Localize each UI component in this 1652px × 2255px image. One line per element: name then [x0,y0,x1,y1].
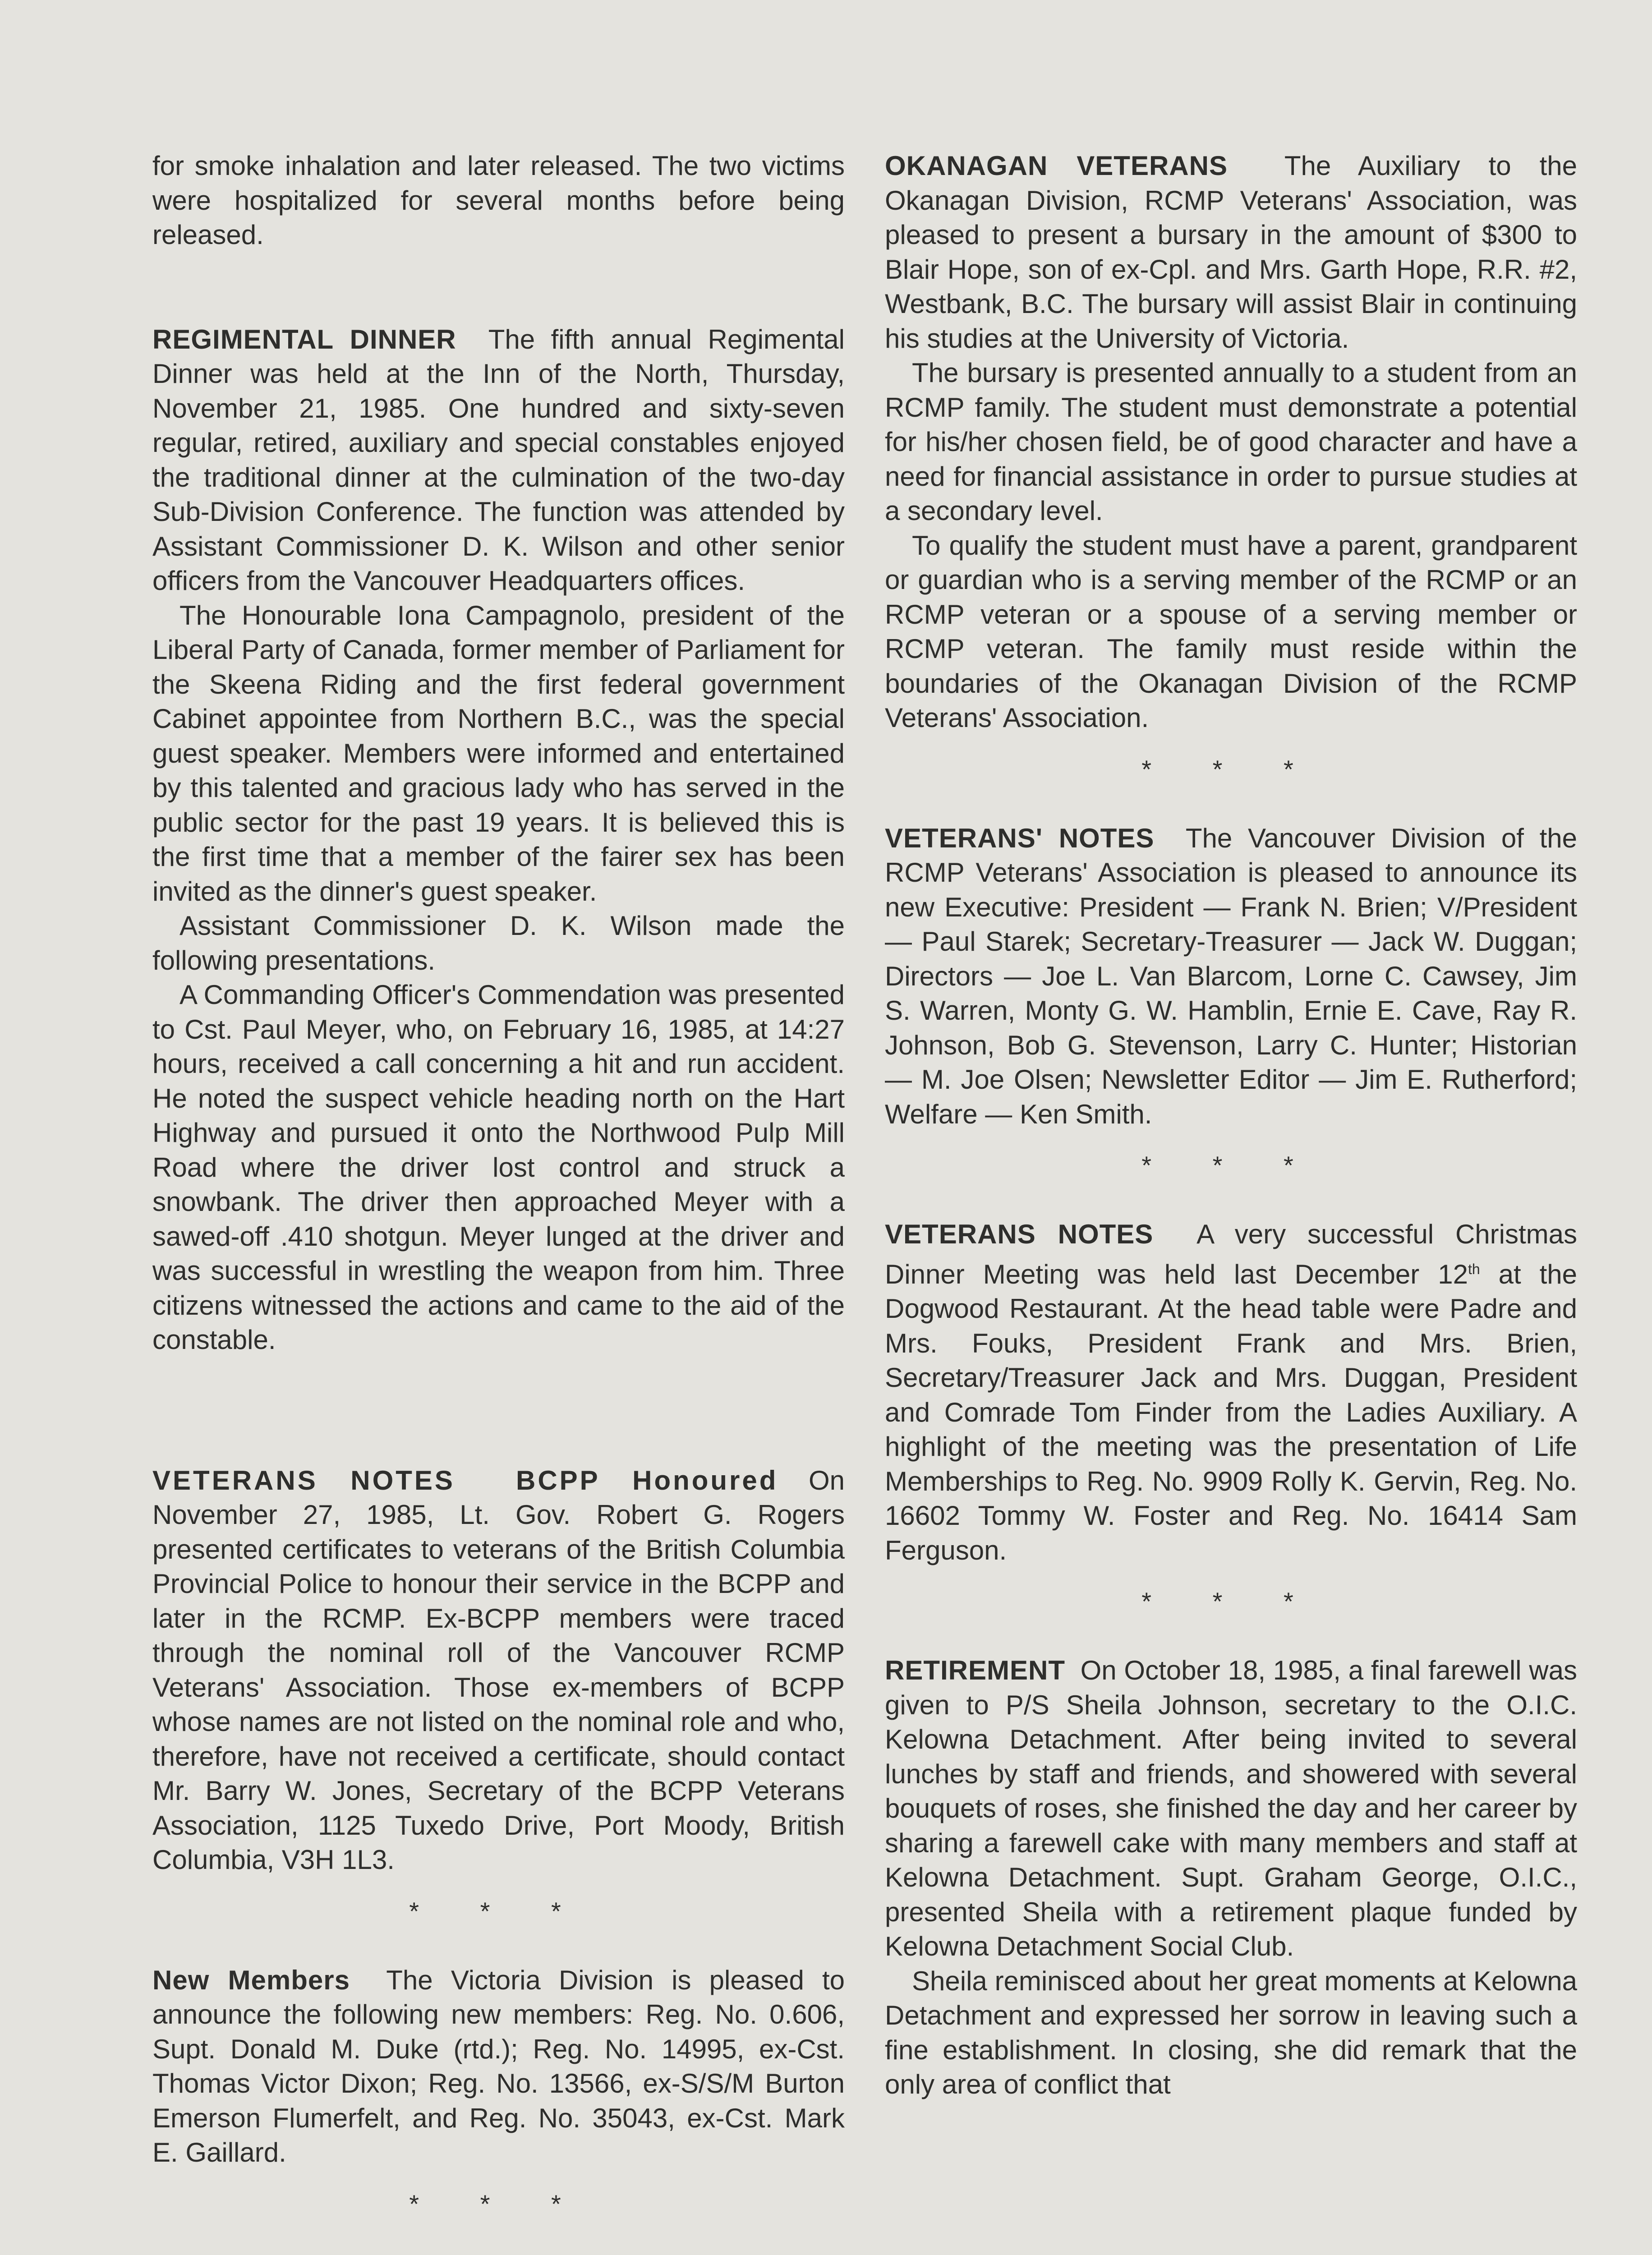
vancouver-executive-paragraph: VETERANS' NOTES The Vancouver Division of the RCMP Veterans' Association is pleased to announce its new Executive: President — Frank N. Brien; V/President — Paul Starek; Secretary-Treasurer — Jack W. Duggan; Directors — Joe L. Van Blarcom, Lorne C. Cawsey, Jim S. Warren, Monty G. W. Hamblin, Ernie E. Cave, Ray R. Johnson, Bob G. Stevenson, Larry C. Hunter; Historian — M. Joe Olsen; Newsletter Editor — Jim E. Rutherford; Welfare — Ken Smith. [885,823,1577,1129]
section-separator: * * * [409,1896,588,1925]
section-separator: * * * [409,2189,588,2218]
right-column [885,149,1577,2102]
retirement-paragraph: RETIREMENT On October 18, 1985, a final farewell was given to P/S Sheila Johnson, secretary to the O.I.C. Kelowna Detachment. After being invited to several lunches by staff and friends, and showered with several bouquets of roses, she finished the day and her career by sharing a farewell cake with many members and staff at Kelowna Detachment. Supt. Graham George, O.I.C., presented Sheila with a retirement plaque funded by Kelowna Detachment Social Club. [885,1655,1577,1961]
new-members-heading: New Members [152,1965,350,1995]
okanagan-bursary-paragraph: The bursary is presented annually to a student from an RCMP family. The student must demonstrate a potential for his/her chosen field, be of good character and have a need for financial assistance in order to pursue studies at a secondary level. [885,358,1577,526]
okanagan-veterans-heading: OKANAGAN VETERANS [885,151,1228,181]
regimental-dinner-heading: REGIMENTAL DINNER [152,324,456,354]
bcpp-honoured-paragraph: VETERANS NOTES BCPP Honoured On November 27, 1985, Lt. Gov. Robert G. Rogers presented certificates to veterans of the British Columbia Provincial Police to honour their service in the BCPP and later in the RCMP. Ex-BCPP members were traced through the nominal roll of the Vancouver RCMP Veterans' Association. Those ex-members of BCPP whose names are not listed on the nominal role and who, therefore, have not received a certificate, should contact Mr. Barry W. Jones, Secretary of the BCPP Veterans Association, 1125 Tuxedo Drive, Port Moody, British Columbia, V3H 1L3. [152,1465,845,1875]
section-separator: * * * [1141,1151,1321,1179]
veterans-notes-heading: VETERANS NOTES [885,1219,1154,1249]
new-members-paragraph: New Members The Victoria Division is pleased to announce the following new members: Reg. No. 0.606, Supt. Donald M. Duke (rtd.); Reg. No. 14995, ex-Cst. Thomas Victor Dixon; Reg. No. 13566, ex-S/S/M Burton Emerson Flumerfelt, and Reg. No. 35043, ex-Cst. Mark E. Gaillard. [152,1965,845,2168]
regimental-dinner-presentations-paragraph: Assistant Commissioner D. K. Wilson made the following presentations. [152,911,845,976]
okanagan-qualify-paragraph: To qualify the student must have a parent, grandparent or guardian who is a serving member of the RCMP or an RCMP veteran or a spouse of a serving member or RCMP veteran. The family must reside within the boundaries of the Okanagan Division of the RCMP Veterans' Association. [885,530,1577,733]
retirement-reminisced-paragraph: Sheila reminisced about her great moments at Kelowna Detachment and expressed her sorrow in leaving such a fine establishment. In closing, she did remark that the only area of conflict that [885,1965,1577,2099]
okanagan-veterans-paragraph: OKANAGAN VETERANS The Auxiliary to the Okanagan Division, RCMP Veterans' Association, was pleased to present a bursary in the amount of $300 to Blair Hope, son of ex-Cpl. and Mrs. Garth Hope, R.R. #2, Westbank, B.C. The bursary will assist Blair in continuing his studies at the University of Victoria. [885,151,1578,354]
bcpp-veterans-notes-heading: VETERANS NOTES [152,1465,455,1496]
section-separator: * * * [1141,755,1321,783]
regimental-dinner-paragraph: REGIMENTAL DINNER The fifth annual Regimental Dinner was held at the Inn of the North, Thursday, November 21, 1985. One hundred and sixty-seven regular, retired, auxiliary and special constables enjoyed the traditional dinner at the culmination of the two-day Sub-Division Conference. The function was attended by Assistant Commissioner D. K. Wilson and other senior officers from the Vancouver Headquarters offices. [152,324,845,596]
left-column [152,149,845,2229]
bcpp-honoured-subheading: BCPP Honoured [515,1465,778,1496]
christmas-dinner-paragraph: VETERANS NOTES A very successful Christmas Dinner Meeting was held last December 12th at the Dogwood Restaurant. At the head table were Padre and Mrs. Fouks, President Frank and Mrs. Brien, Secretary/Treasurer Jack and Mrs. Duggan, President and Comrade Tom Finder from the Ladies Auxiliary. A highlight of the meeting was the presentation of Life Memberships to Reg. No. 9909 Rolly K. Gervin, Reg. No. 16602 Tommy W. Foster and Reg. No. 16414 Sam Ferguson. [885,1219,1577,1565]
intro-paragraph: for smoke inhalation and later released. The two victims were hospitalized for several months before being released. [152,151,845,250]
regimental-dinner-commendation-paragraph: A Commanding Officer's Commendation was presented to Cst. Paul Meyer, who, on February 16, 1985, at 14:27 hours, received a call concerning a hit and run accident. He noted the suspect vehicle heading north on the Hart Highway and pursued it onto the Northwood Pulp Mill Road where the driver lost control and struck a snowbank. The driver then approached Meyer with a sawed-off .410 shotgun. Meyer lunged at the driver and was successful in wrestling the weapon from him. Three citizens witnessed the actions and came to the aid of the constable. [152,980,845,1355]
section-separator: * * * [1141,1587,1321,1615]
veterans-notes-heading: VETERANS' NOTES [885,823,1155,853]
regimental-dinner-speaker-paragraph: The Honourable Iona Campagnolo, president of the Liberal Party of Canada, former member of Parliament for the Skeena Riding and the first federal government Cabinet appointee from Northern B.C., was the special guest speaker. Members were informed and entertained by this talented and gracious lady who has served in the public sector for the past 19 years. It is believed this is the first time that a member of the fairer sex has been invited as the dinner's guest speaker. [152,600,845,907]
retirement-heading: RETIREMENT [885,1655,1065,1685]
